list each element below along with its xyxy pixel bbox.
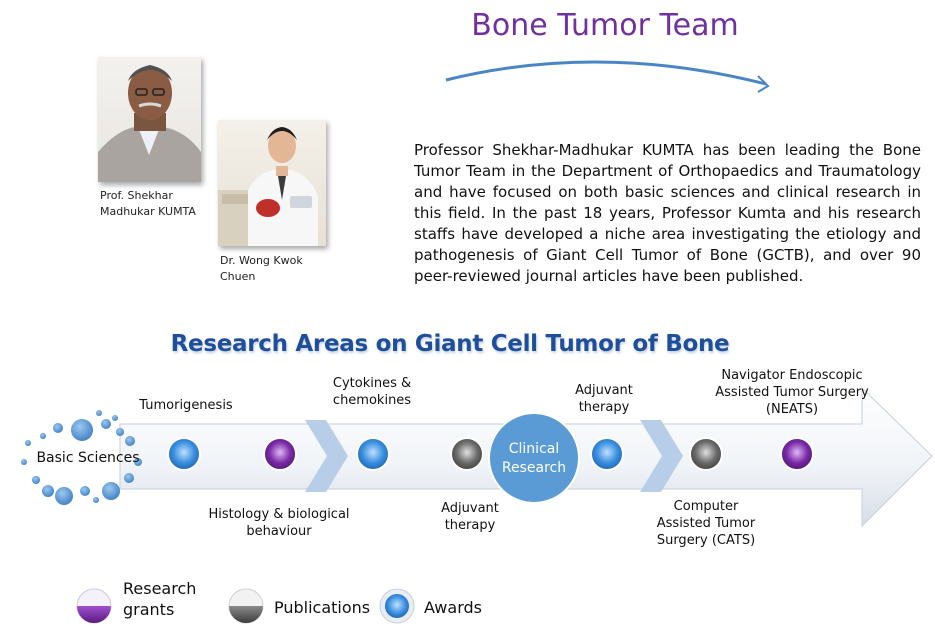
milestone-label-tumorigenesis: Tumorigenesis xyxy=(139,398,233,413)
awards-marker-adjuvant xyxy=(591,438,623,470)
awards-marker-cytokines xyxy=(357,438,389,470)
grants-marker-neats xyxy=(781,438,813,470)
publications-marker-adjuvant xyxy=(451,438,483,470)
clinical-research-label: Clinical Research xyxy=(501,441,567,476)
page-title: Bone Tumor Team xyxy=(471,8,739,43)
title-underline-arc xyxy=(440,54,780,100)
milestone-label-cytokines: Cytokines & chemokines xyxy=(332,376,412,408)
milestone-label-adjuvant-above: Adjuvant therapy xyxy=(575,383,633,415)
awards-marker-tumorigenesis xyxy=(168,438,200,470)
legend-label-research-grants: Research grants xyxy=(123,579,197,619)
portrait-caption-wong: Dr. Wong Kwok Chuen xyxy=(220,254,303,283)
purple-half-circle-icon xyxy=(74,586,114,626)
research-areas-heading: Research Areas on Giant Cell Tumor of Bone xyxy=(170,331,730,357)
blue-circle-icon xyxy=(377,586,417,626)
milestone-label-neats: Navigator Endoscopic Assisted Tumor Surgery (NEATS) xyxy=(715,368,869,417)
milestone-label-histology: Histology & biological behaviour xyxy=(208,507,350,539)
gray-half-circle-icon xyxy=(226,586,266,626)
grants-marker-histology xyxy=(264,438,296,470)
intro-paragraph: Professor Shekhar-Madhukar KUMTA has been leading the Bone Tumor Team in the Department of Orthopaedics and Traumatology and have focused on both basic sciences and clinical research in this field. In the past 18 years, Professor Kumta and his research staffs have developed a niche area investigating the etiology and pathogenesis of Giant Cell Tumor of Bone (GCTB), and over 90 peer-reviewed journal articles have been published. xyxy=(414,141,921,285)
portrait-caption-kumta: Prof. Shekhar Madhukar KUMTA xyxy=(100,189,196,218)
publications-marker-cats xyxy=(690,438,722,470)
legend-label-publications: Publications xyxy=(274,598,371,617)
portrait-photo-wong xyxy=(218,120,326,246)
portrait-photo-kumta xyxy=(98,57,201,182)
milestone-label-adjuvant-below: Adjuvant therapy xyxy=(441,501,499,533)
basic-sciences-label: Basic Sciences xyxy=(36,450,140,466)
legend-label-awards: Awards xyxy=(424,598,482,617)
milestone-label-cats: Computer Assisted Tumor Surgery (CATS) xyxy=(656,499,756,548)
